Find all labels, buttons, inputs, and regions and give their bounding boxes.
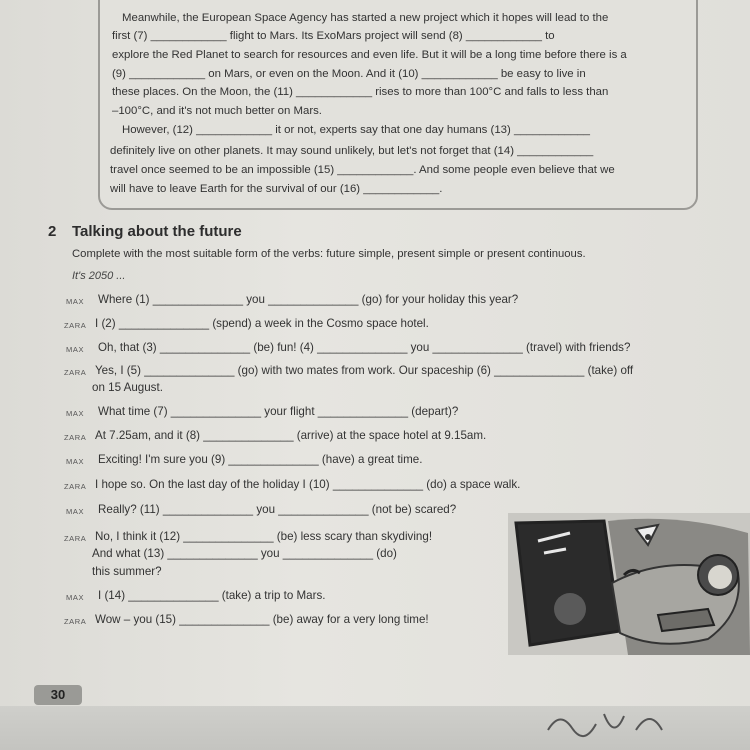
- speaker-label: MAX: [66, 345, 85, 354]
- reading-line: will have to leave Earth for the survival of our (16) ____________.: [110, 183, 443, 195]
- dialogue-line: And what (13) ______________ you ______________ (do): [92, 547, 397, 560]
- exercise-instruction: Complete with the most suitable form of the verbs: future simple, present simple or present continuous.: [72, 248, 586, 260]
- reading-line: –100°C, and it's not much better on Mars.: [112, 105, 322, 117]
- handwriting-scribble: [540, 700, 680, 750]
- speaker-label: ZARA: [64, 617, 87, 626]
- dialogue-line: Wow – you (15) ______________ (be) away for a very long time!: [95, 613, 429, 626]
- speaker-label: ZARA: [64, 321, 87, 330]
- page-number: 30: [34, 685, 82, 705]
- speaker-label: ZARA: [64, 368, 87, 377]
- reading-line: explore the Red Planet to search for resources and even life. But it will be a long time before there is a: [112, 49, 627, 61]
- dialogue-setting: It's 2050 ...: [72, 270, 126, 282]
- dialogue-line: I (14) ______________ (take) a trip to Mars.: [98, 589, 326, 602]
- dialogue-line: Yes, I (5) ______________ (go) with two mates from work. Our spaceship (6) ______________ (take) off: [95, 364, 634, 377]
- reading-line: (9) ____________ on Mars, or even on the Moon. And it (10) ____________ be easy to live in: [112, 68, 586, 80]
- dialogue-line: I hope so. On the last day of the holiday I (10) ______________ (do) a space walk.: [95, 478, 521, 491]
- dialogue-line: No, I think it (12) ______________ (be) less scary than skydiving!: [95, 530, 433, 543]
- dialogue-line: What time (7) ______________ your flight ______________ (depart)?: [98, 405, 459, 418]
- reading-line: definitely live on other planets. It may sound unlikely, but let's not forget that (14) ____________: [110, 145, 594, 157]
- reading-line: travel once seemed to be an impossible (15) ____________. And some people even believe that we: [110, 164, 615, 176]
- dialogue-line: this summer?: [92, 565, 162, 578]
- dialogue-line: Really? (11) ______________ you ______________ (not be) scared?: [98, 503, 457, 516]
- reading-line: these places. On the Moon, the (11) ____________ rises to more than 100°C and falls to less than: [112, 86, 609, 98]
- reading-line: first (7) ____________ flight to Mars. Its ExoMars project will send (8) ____________ to: [112, 30, 555, 42]
- section-title: Talking about the future: [72, 223, 242, 240]
- speaker-label: MAX: [66, 507, 85, 516]
- astronaut-illustration: [508, 513, 750, 655]
- speaker-label: MAX: [66, 297, 85, 306]
- speaker-label: MAX: [66, 593, 85, 602]
- speaker-label: ZARA: [64, 534, 87, 543]
- dialogue-line: on 15 August.: [92, 381, 163, 394]
- dialogue-line: At 7.25am, and it (8) ______________ (arrive) at the space hotel at 9.15am.: [95, 429, 487, 442]
- reading-line: However, (12) ____________ it or not, experts say that one day humans (13) ____________: [122, 124, 590, 136]
- speaker-label: ZARA: [64, 482, 87, 491]
- dialogue-line: Exciting! I'm sure you (9) ______________ (have) a great time.: [98, 453, 423, 466]
- reading-line: Meanwhile, the European Space Agency has started a new project which it hopes will lead to the: [122, 12, 609, 24]
- dialogue-line: Oh, that (3) ______________ (be) fun! (4) ______________ you ______________ (travel) with friends?: [98, 341, 631, 354]
- dialogue-line: Where (1) ______________ you ______________ (go) for your holiday this year?: [98, 293, 519, 306]
- speaker-label: ZARA: [64, 433, 87, 442]
- speaker-label: MAX: [66, 409, 85, 418]
- speaker-label: MAX: [66, 457, 85, 466]
- section-number: 2: [48, 223, 57, 240]
- dialogue-line: I (2) ______________ (spend) a week in the Cosmo space hotel.: [95, 317, 429, 330]
